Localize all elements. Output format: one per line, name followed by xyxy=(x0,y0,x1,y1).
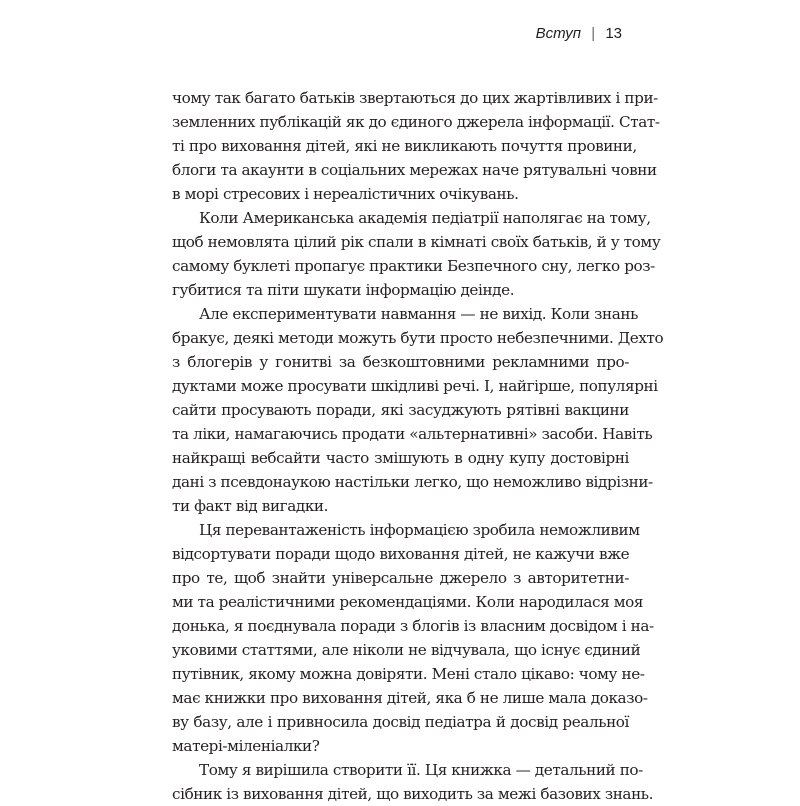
text-line: та ліки, намагаючись продати «альтернативні» засоби. Навіть xyxy=(172,425,653,443)
text-line: сайти просувають поради, які засуджують рятівні вакцини xyxy=(172,401,629,419)
paragraph xyxy=(172,86,660,206)
section-title: Вступ xyxy=(535,25,582,42)
text-line: найкращі вебсайти часто змішують в одну купу достовірні xyxy=(172,449,629,467)
text-line: щоб немовлята цілий рік спали в кімнаті своїх батьків, й у тому xyxy=(172,233,661,251)
text-line: має книжки про виховання дітей, яка б не лише мала доказо- xyxy=(172,689,648,707)
text-line: уковими статтями, але ніколи не відчувала, що існує єдиний xyxy=(172,641,641,659)
text-line: бракує, деякі методи можуть бути просто небезпечними. Дехто xyxy=(172,329,664,347)
paragraph xyxy=(172,758,654,806)
text-line: Тому я вирішила створити її. Ця книжка — детальний по- xyxy=(199,761,643,779)
text-line: Коли Американська академія педіатрії наполягає на тому, xyxy=(199,209,651,227)
text-line: губитися та піти шукати інформацію деінде. xyxy=(172,281,515,299)
text-line: Але експериментувати навмання — не вихід. Коли знань xyxy=(199,305,638,323)
text-line: матері-міленіалки? xyxy=(172,737,320,755)
paragraph xyxy=(172,206,661,302)
text-line: дані з псевдонаукою настільки легко, що неможливо відрізни- xyxy=(172,473,653,491)
paragraph xyxy=(172,518,654,758)
text-line: ми та реалістичними рекомендаціями. Коли народилася моя xyxy=(172,593,644,611)
running-head xyxy=(536,24,622,44)
page-number: 13 xyxy=(605,25,622,42)
text-line: відсортувати поради щодо виховання дітей, не кажучи вже xyxy=(172,545,630,563)
text-line: ти факт від вигадки. xyxy=(172,497,329,515)
text-line: блоги та акаунти в соціальних мережах наче рятувальні човни xyxy=(172,161,657,179)
header-separator: | xyxy=(591,25,596,42)
text-line: в морі стресових і нереалістичних очікувань. xyxy=(172,185,519,203)
text-line: ті про виховання дітей, які не викликають почуття провини, xyxy=(172,137,637,155)
text-line: самому буклеті пропагує практики Безпечного сну, легко роз- xyxy=(172,257,655,275)
text-line: донька, я поєднувала поради з блогів із власним досвідом і на- xyxy=(172,617,654,635)
text-line: з блогерів у гонитві за безкоштовними рекламними про- xyxy=(172,353,629,371)
text-line: путівник, якому можна довіряти. Мені стало цікаво: чому не- xyxy=(172,665,645,683)
text-line: про те, щоб знайти універсальне джерело з авторитетни- xyxy=(172,569,629,587)
text-line: дуктами може просувати шкідливі речі. І, найгірше, популярні xyxy=(172,377,658,395)
text-line: Ця перевантаженість інформацією зробила неможливим xyxy=(199,521,640,539)
body-text xyxy=(172,86,664,806)
text-line: сібник із виховання дітей, що виходить за межі базових знань. xyxy=(172,785,654,803)
text-line: земленних публікацій як до єдиного джерела інформації. Стат- xyxy=(172,113,660,131)
text-line: ву базу, але і привносила досвід педіатра й досвід реальної xyxy=(172,713,629,731)
paragraph xyxy=(172,302,664,518)
text-line: чому так багато батьків звертаються до цих жартівливих і при- xyxy=(172,89,658,107)
